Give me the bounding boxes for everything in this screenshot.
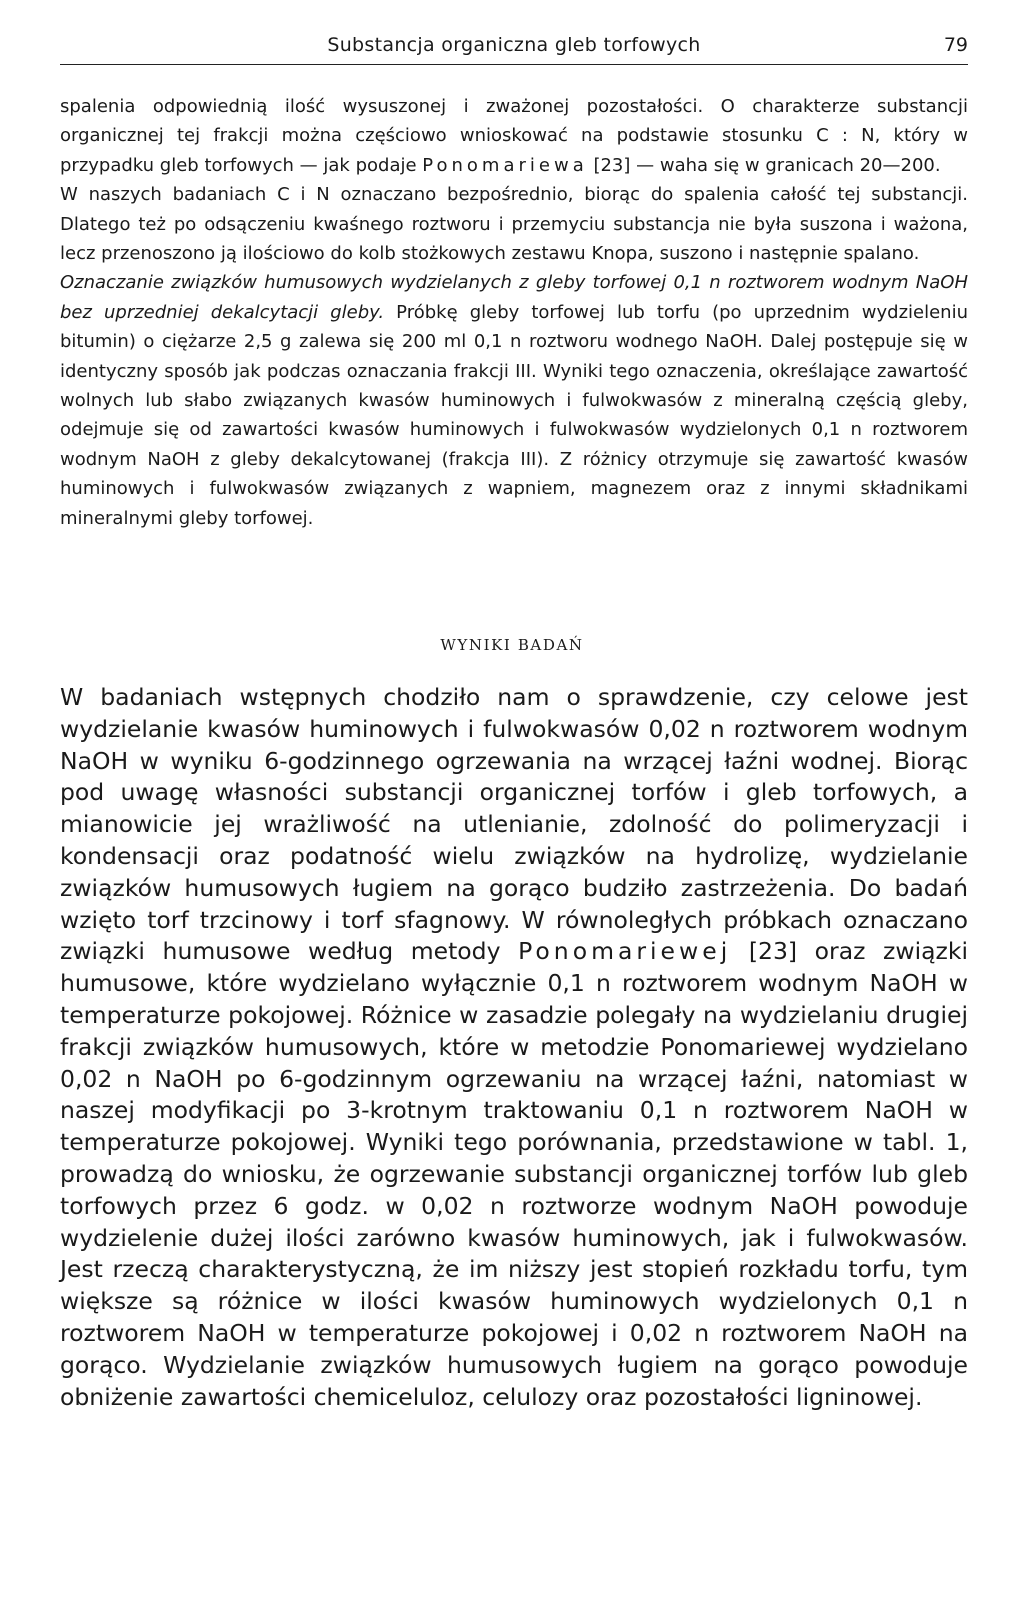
results-part-a: W badaniach wstępnych chodziło nam o sprawdzenie, czy celowe jest wydzielanie kwasów huminowych i fulwokwasów 0,02 n roztworem wodnym NaOH w wyniku 6-godzinnego ogrzewania na wrzącej łaźni wodnej. Biorąc pod uwagę własności substancji organicznej torfów i gleb torfowych, a mianowicie jej wrażliwość na utlenianie, zdolność do polimeryzacji i kondensacji oraz podatność wielu związków na hydrolizę, wydzielanie związków humusowych ługiem na gorąco budziło zastrzeżenia. Do badań wzięto torf trzcinowy i torf sfagnowy. W równoległych próbkach oznaczano związki humusowe według metody xyxy=(60,683,968,966)
page-header xyxy=(60,30,968,65)
method-subheading: Oznaczanie związków humusowych wydzielanych z gleby torfowej 0,1 n roztworem wodnym NaOH bez uprzedniej dekalcytacji gleby. xyxy=(60,272,968,323)
paragraph-2: W naszych badaniach C i N oznaczano bezpośrednio, biorąc do spalenia całość tej substancji. Dlatego też po odsączeniu kwaśnego roztworu i przemyciu substancja nie była suszona i ważona, lecz przenoszono ją ilościowo do kolb stożkowych zestawu Knopa, suszono i następnie spalano. xyxy=(60,184,968,265)
paragraph-1-part-b: [23] — waha się w granicach 20—200. xyxy=(587,154,941,176)
methods-text xyxy=(60,92,968,533)
author-name-2: Ponomariewej xyxy=(518,937,732,966)
page-number: 79 xyxy=(943,34,968,56)
paragraph-1 xyxy=(60,92,968,180)
results-text xyxy=(60,682,968,1413)
paragraph-3 xyxy=(60,268,968,533)
paragraph-1-part-a: spalenia odpowiednią ilość wysuszonej i zważonej pozostałości. O charakterze substancji organicznej tej frakcji można częściowo wnioskować na podstawie stosunku C : N, który w przypadku gleb torfowych — jak podaje xyxy=(60,96,968,176)
section-heading: WYNIKI BADAŃ xyxy=(440,636,584,654)
results-paragraph xyxy=(60,682,968,1413)
running-title: Substancja organiczna gleb torfowych xyxy=(327,34,701,56)
paragraph-3-body: Próbkę gleby torfowej lub torfu (po uprzednim wydzieleniu bitumin) o ciężarze 2,5 g zalewa się 200 ml 0,1 n roztworu wodnego NaOH. Dalej postępuje się w identyczny sposób jak podczas oznaczania frakcji III. Wyniki tego oznaczenia, określające zawartość wolnych lub słabo związanych kwasów huminowych i fulwokwasów z mineralną częścią gleby, odejmuje się od zawartości kwasów huminowych i fulwokwasów wydzielonych 0,1 n roztworem wodnym NaOH z gleby dekalcytowanej (frakcja III). Z różnicy otrzymuje się zawartość kwasów huminowych i fulwokwasów związanych z wapniem, magnezem oraz z innymi składnikami mineralnymi gleby torfowej. xyxy=(60,301,968,529)
results-part-b: [23] oraz związki humusowe, które wydzielano wyłącznie 0,1 n roztworem wodnym NaOH w temperaturze pokojowej. Różnice w zasadzie polegały na wydzielaniu drugiej frakcji związków humusowych, które w metodzie Ponomariewej wydzielano 0,02 n NaOH po 6-godzinnym ogrzewaniu na wrzącej łaźni, natomiast w naszej modyfikacji po 3-krotnym traktowaniu 0,1 n roztworem NaOH w temperaturze pokojowej. Wyniki tego porównania, przedstawione w tabl. 1, prowadzą do wniosku, że ogrzewanie substancji organicznej torfów lub gleb torfowych przez 6 godz. w 0,02 n roztworze wodnym NaOH powoduje wydzielenie dużej ilości zarówno kwasów huminowych, jak i fulwokwasów. Jest rzeczą charakterystyczną, że im niższy jest stopień rozkładu torfu, tym większe są różnice w ilości kwasów huminowych wydzielonych 0,1 n roztworem NaOH w temperaturze pokojowej i 0,02 n roztworem NaOH na gorąco. Wydzielanie związków humusowych ługiem na gorąco powoduje obniżenie zawartości chemiceluloz, celulozy oraz pozostałości ligninowej. xyxy=(60,937,969,1411)
author-name: Ponomariewa xyxy=(422,154,588,176)
